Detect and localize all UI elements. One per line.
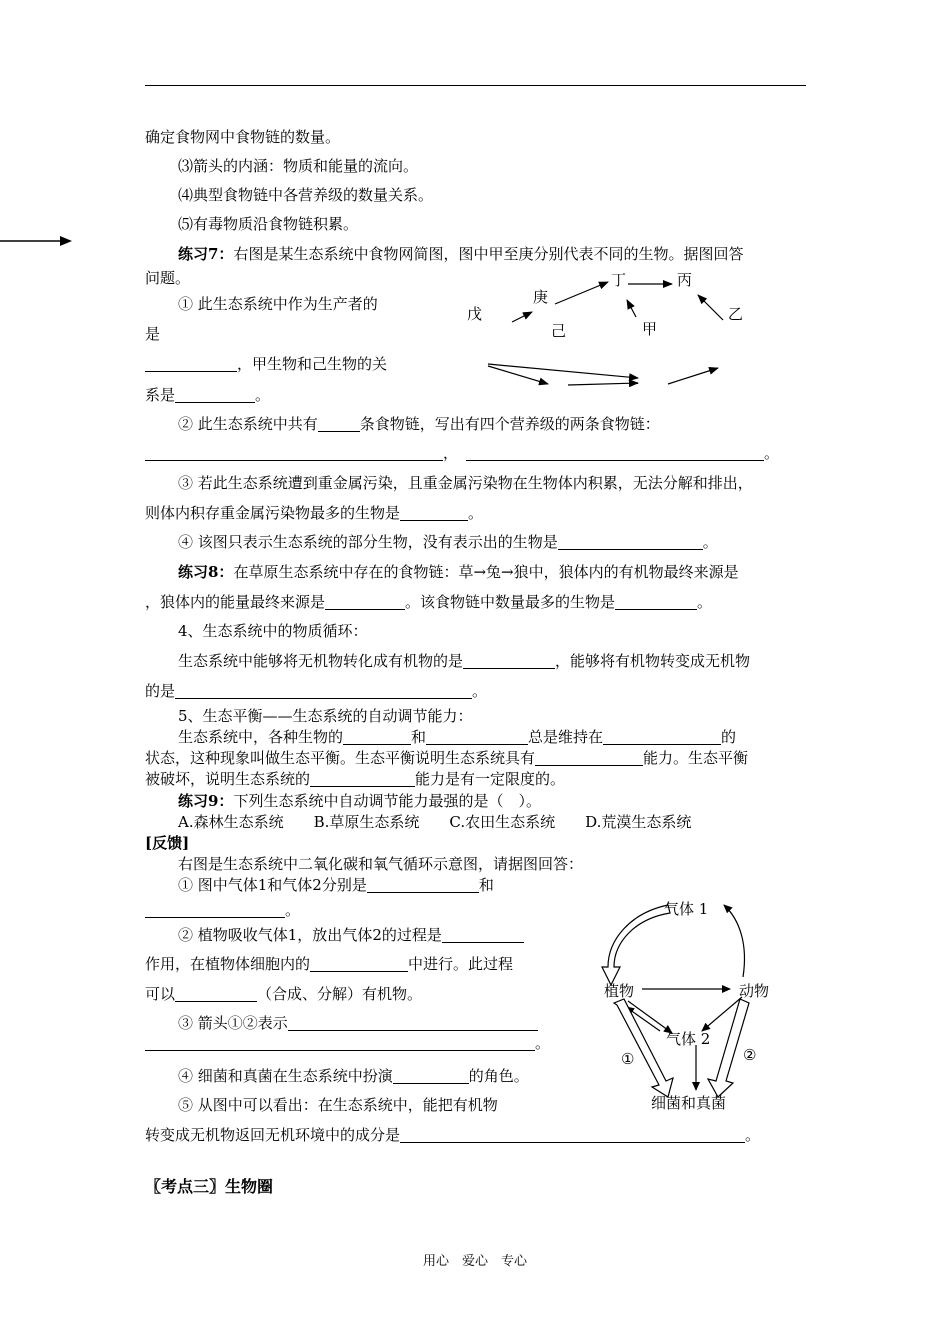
question-line: ，狼体内的能量最终来源是 。该食物链中数量最多的生物是 。	[145, 593, 713, 611]
question-line: 的是 。	[145, 682, 488, 700]
exercise-label: 练习8：	[178, 563, 234, 581]
answer-blank[interactable]	[145, 355, 237, 372]
label-decomposer: 细菌和真菌	[651, 1094, 727, 1112]
text-line: 问题。	[145, 269, 191, 287]
question-line: ，甲生物和己生物的关	[145, 354, 387, 374]
question-line: 作用，在植物体细胞内的 中进行。此过程	[145, 955, 514, 973]
feedback-heading: [反馈]	[145, 834, 190, 852]
arrow-row-4	[668, 368, 718, 384]
answer-blank[interactable]	[175, 682, 472, 699]
arrow-animal-gas1	[724, 905, 744, 977]
organism-wu: 戊	[467, 305, 483, 323]
label-animal: 动物	[739, 982, 770, 1000]
answer-blank[interactable]	[288, 1014, 538, 1031]
carbon-oxygen-cycle-diagram	[590, 885, 770, 1125]
organism-jia: 甲	[642, 320, 658, 338]
question-line: 可以 （合成、分解）有机物。	[145, 985, 423, 1003]
food-web-diagram	[455, 262, 765, 397]
answer-blank[interactable]	[400, 1126, 745, 1143]
arrow-yi-bing	[698, 295, 723, 320]
question-line: 状态，这种现象叫做生态平衡。生态平衡说明生态系统具有 能力。生态平衡	[145, 749, 749, 767]
question-line: 被破坏，说明生态系统的 能力是有一定限度的。	[145, 770, 566, 788]
text-line: ⑷典型食物链中各营养级的数量关系。	[178, 186, 434, 204]
text-line: ① 此生态系统中作为生产者的	[178, 295, 378, 313]
page-footer: 用心 爱心 专心	[422, 1254, 527, 1269]
margin-arrow-icon	[0, 232, 75, 252]
question-line: 系是 。	[145, 386, 271, 404]
section-heading: 5、生态平衡——生态系统的自动调节能力：	[178, 707, 473, 725]
answer-blank[interactable]	[175, 985, 257, 1002]
label-gas2: 气体 2	[666, 1030, 711, 1048]
exercise-9: 练习9：下列生态系统中自动调节能力最强的是（ ）。	[178, 792, 541, 810]
exercise-label: 练习7：	[178, 245, 234, 263]
arrow-geng-ding	[555, 282, 608, 304]
answer-blank[interactable]	[145, 1034, 535, 1051]
arrow-gas1-plant	[602, 905, 670, 985]
question-line: 生态系统中，各种生物的 和 总是维持在 的	[178, 728, 737, 746]
answer-blank[interactable]	[367, 876, 479, 893]
exercise-7: 练习7：右图是某生态系统中食物网简图，图中甲至庚分别代表不同的生物。据图回答	[178, 245, 744, 263]
organism-geng: 庚	[533, 288, 549, 306]
question-line: ② 植物吸收气体1，放出气体2的过程是	[178, 925, 524, 945]
answer-blank[interactable]	[175, 386, 255, 403]
question-line: ④ 细菌和真菌在生态系统中扮演 的角色。	[178, 1067, 529, 1085]
arrow-wu-geng	[512, 312, 532, 322]
text-line: ⑶箭头的内涵：物质和能量的流向。	[178, 157, 419, 175]
organism-bing: 丙	[677, 271, 693, 289]
answer-blank[interactable]	[145, 901, 285, 918]
question-line: ， 。	[145, 443, 779, 463]
question-line: ③ 箭头①②表示	[178, 1013, 538, 1033]
text-line: ⑸有毒物质沿食物链积累。	[178, 215, 359, 233]
label-plant: 植物	[604, 982, 635, 1000]
answer-blank[interactable]	[615, 593, 697, 610]
exercise-8: 练习8：在草原生态系统中存在的食物链：草→兔→狼中，狼体内的有机物最终来源是	[178, 563, 739, 581]
question-line: ② 此生态系统中共有 条食物链，写出有四个营养级的两条食物链：	[178, 415, 660, 433]
text-line: ⑤ 从图中可以看出：在生态系统中，能把有机物	[178, 1096, 498, 1114]
answer-blank[interactable]	[400, 504, 468, 521]
organism-ji: 己	[551, 322, 567, 340]
answer-blank[interactable]	[558, 533, 703, 550]
answer-blank[interactable]	[343, 728, 411, 745]
section-heading: 4、生态系统中的物质循环：	[178, 622, 368, 640]
header-rule	[145, 85, 806, 86]
section-title-kaodian3: 〖考点三〗生物圈	[145, 1177, 274, 1196]
answer-blank[interactable]	[318, 415, 360, 432]
question-line: 。	[145, 1033, 550, 1053]
label-gas1: 气体 1	[664, 900, 709, 918]
organism-yi: 乙	[728, 305, 744, 323]
organism-ding: 丁	[611, 271, 627, 289]
question-line: 。	[145, 900, 300, 920]
answer-blank[interactable]	[393, 1067, 469, 1084]
answer-blank[interactable]	[325, 593, 405, 610]
exercise-label: 练习9：	[178, 792, 234, 810]
arrow-plant-decomposer	[614, 999, 673, 1097]
answer-blank[interactable]	[426, 728, 528, 745]
answer-blank[interactable]	[442, 926, 524, 943]
question-line: ④ 该图只表示生态系统的部分生物，没有表示出的生物是 。	[178, 533, 718, 551]
answer-blank[interactable]	[310, 955, 408, 972]
arrow-jia-ding	[627, 300, 636, 317]
answer-blank[interactable]	[466, 444, 764, 461]
exercise-9-options: A.森林生态系统 B.草原生态系统 C.农田生态系统 D.荒漠生态系统	[178, 813, 692, 831]
question-line: ① 图中气体1和气体2分别是 和	[178, 876, 494, 894]
arrow-row-3	[568, 383, 638, 385]
answer-blank[interactable]	[535, 749, 643, 766]
answer-blank[interactable]	[463, 652, 555, 669]
question-line: 生态系统中能够将无机物转化成有机物的是 ，能够将有机物转变成无机物	[178, 652, 751, 670]
text-line: 是	[145, 325, 161, 343]
answer-blank[interactable]	[310, 770, 415, 787]
answer-blank[interactable]	[145, 444, 443, 461]
question-line: 则体内积存重金属污染物最多的生物是 。	[145, 504, 484, 522]
arrow-row-2	[488, 364, 638, 378]
question-line: 转变成无机物返回无机环境中的成分是 。	[145, 1126, 761, 1144]
label-arrow-1: ①	[621, 1050, 635, 1068]
text-line: 确定食物网中食物链的数量。	[145, 128, 341, 146]
text-line: ③ 若此生态系统遭到重金属污染，且重金属污染物在生物体内积累，无法分解和排出，	[178, 474, 753, 492]
text-line: 右图是生态系统中二氧化碳和氧气循环示意图，请据图回答：	[178, 855, 584, 873]
answer-blank[interactable]	[603, 728, 721, 745]
label-arrow-2: ②	[743, 1046, 757, 1064]
